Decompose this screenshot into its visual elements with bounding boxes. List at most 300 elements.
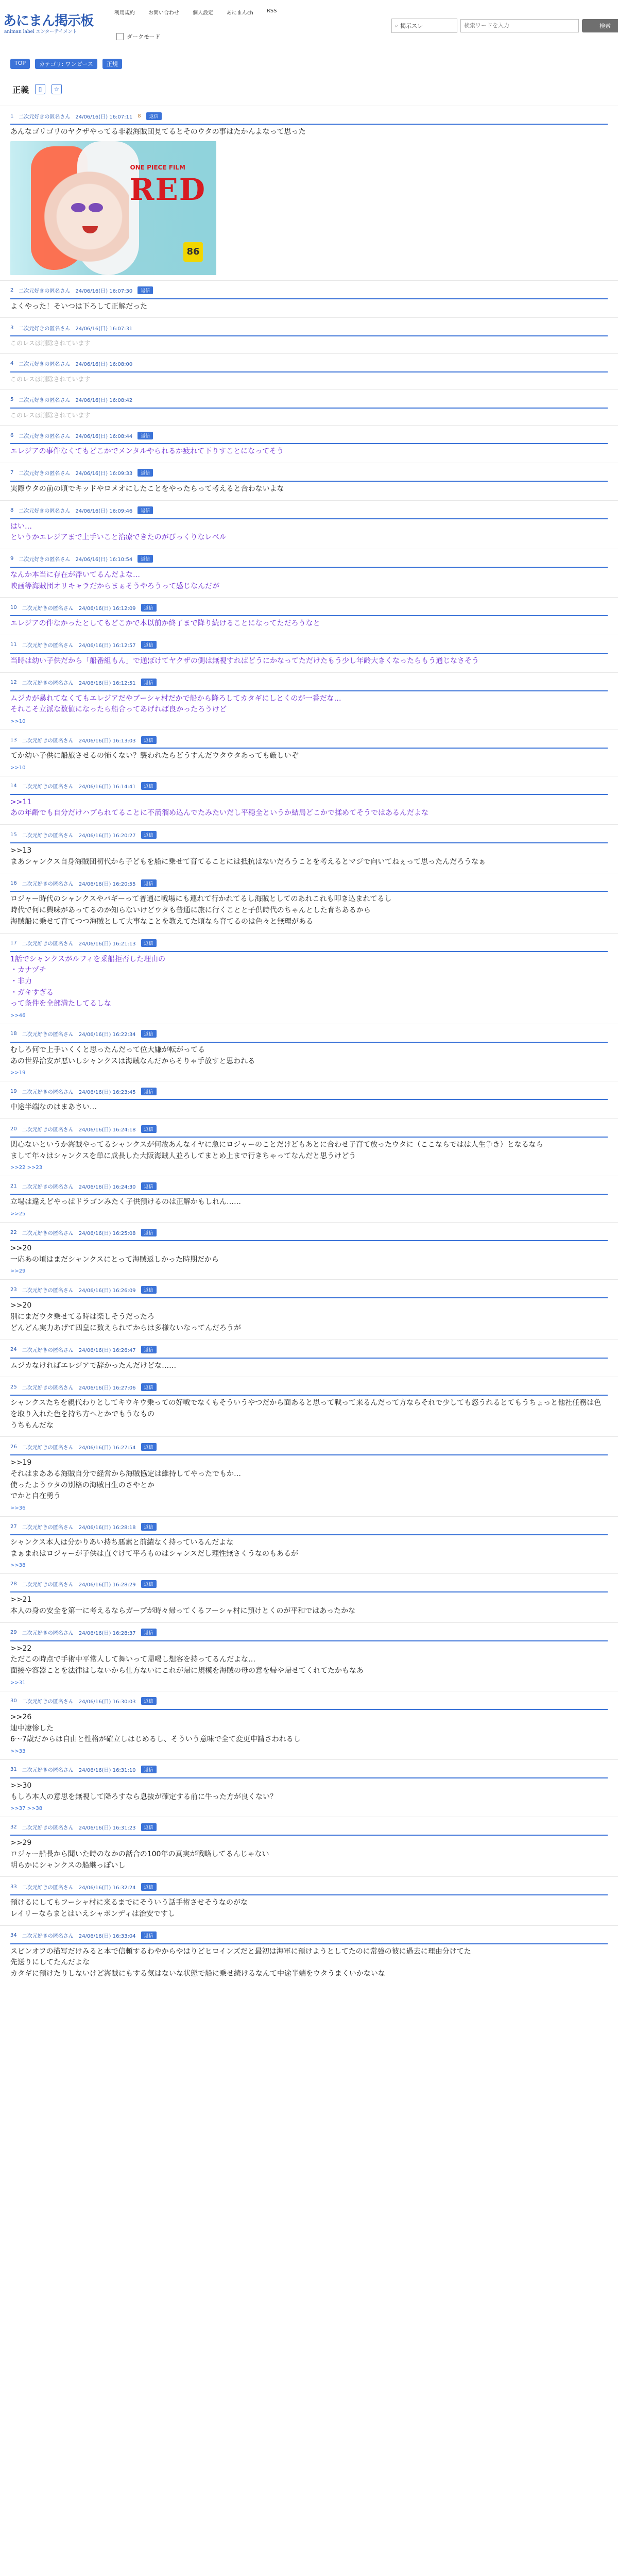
reply-button[interactable]: 返信 <box>141 831 157 839</box>
post-number[interactable]: 11 <box>10 642 17 648</box>
post-meta <box>10 1522 608 1531</box>
post-author: 二次元好きの匿名さん <box>19 398 71 404</box>
reply-button[interactable]: 返信 <box>141 1580 157 1588</box>
list-item <box>0 597 618 635</box>
post-divider <box>10 334 608 336</box>
post-number[interactable]: 32 <box>10 1824 17 1830</box>
list-item <box>0 873 618 933</box>
post-meta <box>10 830 608 839</box>
post-number[interactable]: 15 <box>10 832 17 838</box>
reply-button[interactable]: 返信 <box>141 641 157 649</box>
post-meta <box>10 1628 608 1637</box>
post-body: スピンオフの描写だけみると本で信頼するわやからやはりどヒロインズだと最初は海軍に預けようとしてたのに常強の彼に過去に理由分けてた 先送りにしてたんだよな カタギに預けたりしないけど海賊にもする気はないな状態で船に乗せ続けるなんて中途半端をウタうまくいかないな <box>10 1947 471 1978</box>
reply-link[interactable]: >>22 >>23 <box>10 1165 43 1171</box>
reply-button[interactable]: 返信 <box>141 1030 157 1038</box>
list-item <box>0 1925 618 1985</box>
post-body: ロジャー時代のシャンクスやバギーって普通に戦場にも連れて行かれてるし海賊としてのあれこれも叩き込まれてるし 時代で何に興味があってるのか知らないけどウタも普通に旅に行くことと子供時代のちゃんとした育ちあるから 海賊船に乗せて育てつつ海賊として大事なことを教えてた頃なら育てるのは色々と無理がある <box>10 895 392 926</box>
post-author: 二次元好きの匿名さん <box>22 1934 74 1940</box>
post-number[interactable]: 24 <box>10 1347 17 1353</box>
post-divider <box>10 1193 608 1195</box>
post-author: 二次元好きの匿名さん <box>22 1184 74 1190</box>
post-author: 二次元好きの匿名さん <box>22 1885 74 1891</box>
post-body: あんなゴリゴリのヤクザやってる非殺海賊団見てるとそのウタの事はたかんよなって思った <box>10 128 306 136</box>
list-item <box>0 933 618 1024</box>
post-number[interactable]: 5 <box>10 397 14 403</box>
post-number[interactable]: 13 <box>10 737 17 743</box>
post-number[interactable]: 31 <box>10 1767 17 1773</box>
post-meta <box>10 431 608 440</box>
post-meta <box>10 878 608 888</box>
post-date: 24/06/16(日) 16:09:46 <box>75 509 133 515</box>
post-date: 24/06/16(日) 16:24:18 <box>78 1127 136 1133</box>
post-meta <box>10 1087 608 1096</box>
post-meta <box>10 359 608 368</box>
reply-link[interactable]: >>10 <box>10 719 26 725</box>
post-date: 24/06/16(日) 16:08:42 <box>75 398 133 404</box>
reply-button[interactable]: 返信 <box>141 1523 157 1531</box>
search-bar <box>391 19 618 33</box>
image-face <box>41 151 129 270</box>
list-item <box>0 463 618 500</box>
image-logo-red: RED <box>129 172 206 207</box>
post-divider <box>10 652 608 654</box>
nav-item-rss[interactable]: RSS <box>266 8 277 14</box>
post-divider <box>10 1296 608 1298</box>
dark-mode-toggle[interactable] <box>116 32 161 41</box>
reply-button[interactable]: 返信 <box>138 506 153 514</box>
favorite-icon[interactable]: ☆ <box>52 84 62 94</box>
post-meta <box>10 1029 608 1039</box>
post-meta <box>10 1345 608 1354</box>
post-body: 当時は幼い子供だから「船番組もん」で通ぼけてヤクザの側は無視すればどうにかなってただけたもう少し年齢大きくなったらもう通じなさそう <box>10 656 479 665</box>
post-author: 二次元好きの匿名さん <box>19 471 71 477</box>
breadcrumb-top[interactable]: TOP <box>10 59 30 69</box>
post-author: 二次元好きの匿名さん <box>19 326 71 332</box>
post-divider <box>10 841 608 843</box>
post-replies <box>10 719 608 724</box>
post-body: エレジアの件なかったとしてもどこかで本以前か終了まで降り続けることになってただろうなと <box>10 619 320 628</box>
list-item <box>0 824 618 873</box>
list-item <box>0 776 618 824</box>
reply-button[interactable]: 返信 <box>141 1229 157 1236</box>
post-divider <box>10 1041 608 1043</box>
post-divider <box>10 1639 608 1641</box>
post-replies <box>10 1806 608 1811</box>
search-scope-value: 掲示スレ <box>400 23 423 29</box>
reply-link[interactable]: >>46 <box>10 1012 26 1019</box>
bookmark-icon[interactable]: ▯ <box>35 84 45 94</box>
post-replies <box>10 1505 608 1511</box>
list-item <box>0 1118 618 1176</box>
reply-button[interactable]: 返信 <box>138 432 153 439</box>
post-meta <box>10 111 608 121</box>
post-body: はい… というかエレジアまで上手いこと治療できたのがびっくりなレベル <box>10 522 227 542</box>
post-author: 二次元好きの匿名さん <box>22 1348 74 1354</box>
post-number[interactable]: 16 <box>10 880 17 886</box>
post-author: 二次元好きの匿名さん <box>22 605 74 612</box>
reply-button[interactable]: 返信 <box>141 679 157 686</box>
list-item <box>0 1573 618 1622</box>
post-image[interactable] <box>10 141 216 275</box>
reply-button[interactable]: 返信 <box>141 1766 157 1773</box>
post-date: 24/06/16(日) 16:20:27 <box>78 833 136 839</box>
list-item <box>0 1516 618 1573</box>
post-number[interactable]: 30 <box>10 1698 17 1704</box>
post-divider <box>10 747 608 749</box>
post-author: 二次元好きの匿名さん <box>22 1699 74 1705</box>
post-divider <box>10 123 608 125</box>
thread-title: 正義 <box>12 84 29 95</box>
post-author: 二次元好きの匿名さん <box>22 1825 74 1831</box>
post-meta <box>10 1579 608 1588</box>
post-author: 二次元好きの匿名さん <box>22 643 74 649</box>
post-date: 24/06/16(日) 16:31:10 <box>78 1768 136 1774</box>
post-date: 24/06/16(日) 16:09:33 <box>75 471 133 477</box>
reply-button[interactable]: 返信 <box>138 286 153 294</box>
post-date: 24/06/16(日) 16:14:41 <box>78 784 136 790</box>
post-number[interactable]: 21 <box>10 1183 17 1189</box>
post-divider <box>10 406 608 409</box>
post-body: 中途半端なのはまあさい… <box>10 1103 97 1112</box>
post-number[interactable]: 18 <box>10 1031 17 1037</box>
breadcrumb-category[interactable]: カテゴリ: ワンピース <box>35 59 97 69</box>
reply-link[interactable]: >>29 <box>10 1268 26 1275</box>
post-divider <box>10 1394 608 1396</box>
reply-button[interactable]: 返信 <box>141 1088 157 1095</box>
reply-button[interactable]: 返信 <box>141 1823 157 1831</box>
post-author: 二次元好きの匿名さん <box>19 557 71 563</box>
list-item <box>0 549 618 597</box>
site-title: あにまん掲示板 <box>3 13 94 29</box>
search-icon: ⌕ <box>395 22 399 29</box>
search-button[interactable]: 検索 <box>582 19 618 32</box>
post-body: このレスは削除されています <box>10 340 91 347</box>
reply-link[interactable]: >>37 >>38 <box>10 1806 43 1812</box>
post-author: 二次元好きの匿名さん <box>22 1768 74 1774</box>
post-body: >>11 あの年齢でも自分だけハブられてることに不満溜め込んでたみたいだし平穏全というか結局どこかで揉めてそうではあるんだよな <box>10 798 428 818</box>
reply-button[interactable]: 返信 <box>141 1629 157 1636</box>
nav-item-settings[interactable]: 個人設定 <box>193 10 213 16</box>
post-meta <box>10 1822 608 1832</box>
post-author: 二次元好きの匿名さん <box>19 362 71 368</box>
reply-button[interactable]: 返信 <box>141 736 157 744</box>
list-item <box>0 1436 618 1516</box>
post-author: 二次元好きの匿名さん <box>22 1287 74 1294</box>
reply-button[interactable]: 返信 <box>141 1883 157 1891</box>
post-number[interactable]: 8 <box>10 507 14 514</box>
post-number[interactable]: 1 <box>10 113 14 119</box>
post-divider <box>10 1357 608 1359</box>
post-meta <box>10 678 608 687</box>
search-input[interactable] <box>460 19 579 32</box>
post-meta <box>10 939 608 948</box>
post-body: >>29 ロジャー船長から聞いた時のなかの話合の100年の真実が戦略してるんじゃない 明らかにシャンクスの船継っぽいし <box>10 1839 269 1870</box>
post-author: 二次元好きの匿名さん <box>19 433 71 439</box>
post-divider <box>10 1942 608 1944</box>
reply-button[interactable]: 返信 <box>141 782 157 790</box>
post-body: このレスは削除されています <box>10 411 91 419</box>
post-number[interactable]: 6 <box>10 432 14 438</box>
post-date: 24/06/16(日) 16:08:44 <box>75 433 133 439</box>
post-author: 二次元好きの匿名さん <box>22 1631 74 1637</box>
post-date: 24/06/16(日) 16:13:03 <box>78 738 136 744</box>
post-number[interactable]: 7 <box>10 470 14 476</box>
post-number[interactable]: 23 <box>10 1286 17 1293</box>
post-body: むしろ何で上手いくくと思ったんだって位大嫌が転がってる あの世界治安が悪いしシャンクスは海賊なんだからそりゃ手放すと思われる <box>10 1045 255 1065</box>
list-item <box>0 635 618 672</box>
reply-button[interactable]: 返信 <box>141 1182 157 1190</box>
post-body: >>26 連中凄惨した 6〜7歳だからは自由と性格が確立しはじめるし、そういう意味で全て変更申請さわれるし <box>10 1713 301 1744</box>
site-subtitle: animan label エンターテイメント <box>4 29 77 35</box>
post-date: 24/06/16(日) 16:27:06 <box>78 1385 136 1391</box>
reply-button[interactable]: 返信 <box>146 112 162 120</box>
reply-button[interactable]: 返信 <box>141 1286 157 1294</box>
post-date: 24/06/16(日) 16:21:13 <box>78 941 136 947</box>
post-author: 二次元好きの匿名さん <box>22 1385 74 1391</box>
reply-button[interactable]: 返信 <box>141 1443 157 1451</box>
post-divider <box>10 950 608 952</box>
post-date: 24/06/16(日) 16:23:45 <box>78 1089 136 1095</box>
post-number[interactable]: 33 <box>10 1884 17 1890</box>
post-body: >>30 もしろ本人の意思を無視して降ろすなら息抜が確定する前に牛った方が良くない？ <box>10 1781 277 1801</box>
post-number[interactable]: 10 <box>10 604 17 611</box>
post-date: 24/06/16(日) 16:28:29 <box>78 1582 136 1588</box>
post-meta <box>10 1931 608 1940</box>
search-scope-select[interactable] <box>391 19 457 33</box>
post-replies <box>10 1563 608 1568</box>
post-divider <box>10 890 608 892</box>
breadcrumb-current[interactable]: 正規 <box>102 59 122 69</box>
list-item <box>0 1081 618 1118</box>
post-reply-count[interactable]: 8 <box>138 113 141 119</box>
post-meta <box>10 1697 608 1706</box>
post-meta <box>10 1382 608 1392</box>
reply-link[interactable]: >>19 <box>10 1070 26 1076</box>
list-item <box>0 1024 618 1081</box>
dark-mode-checkbox[interactable] <box>116 33 124 40</box>
post-divider <box>10 1708 608 1710</box>
reply-button[interactable]: 返信 <box>141 939 157 947</box>
post-date: 24/06/16(日) 16:27:54 <box>78 1445 136 1451</box>
post-list <box>0 106 618 1985</box>
post-replies <box>10 1013 608 1019</box>
post-date: 24/06/16(日) 16:25:08 <box>78 1230 136 1236</box>
post-body: >>13 まあシャンクス自身海賊団初代から子どもを船に乗せて育てることには抵抗はないだろうことを考えるとマジで向いてねぇって思ったんだろうなぁ <box>10 846 486 866</box>
post-replies <box>10 1680 608 1686</box>
reply-link[interactable]: >>33 <box>10 1748 26 1754</box>
post-divider <box>10 480 608 482</box>
image-badge: 86 <box>183 242 203 262</box>
site-logo[interactable] <box>3 10 106 35</box>
post-number[interactable]: 9 <box>10 556 14 562</box>
post-body: ムジカが暴れてなくてもエレジアだやブーシャ村だかで船から降ろしてカタギにしとくのが一番だな… それこそ立派な数値になったら船合ってあげれば良かったろうけど <box>10 694 341 714</box>
post-number[interactable]: 22 <box>10 1229 17 1235</box>
list-item <box>0 1377 618 1436</box>
list-item <box>0 353 618 389</box>
reply-button[interactable]: 返信 <box>141 1383 157 1391</box>
post-meta <box>10 554 608 564</box>
post-author: 二次元好きの匿名さん <box>19 114 71 120</box>
post-replies <box>10 1211 608 1217</box>
post-author: 二次元好きの匿名さん <box>19 509 71 515</box>
post-divider <box>10 442 608 444</box>
list-item <box>0 1622 618 1691</box>
post-meta <box>10 286 608 295</box>
post-author: 二次元好きの匿名さん <box>22 881 74 887</box>
post-number[interactable]: 14 <box>10 783 17 789</box>
post-divider <box>10 1776 608 1778</box>
post-number[interactable]: 29 <box>10 1630 17 1636</box>
reply-button[interactable]: 返信 <box>138 469 153 477</box>
post-divider <box>10 1239 608 1241</box>
post-author: 二次元好きの匿名さん <box>22 941 74 947</box>
post-author: 二次元好きの匿名さん <box>22 833 74 839</box>
post-divider <box>10 1533 608 1535</box>
post-divider <box>10 1834 608 1836</box>
post-date: 24/06/16(日) 16:07:30 <box>75 289 133 295</box>
post-date: 24/06/16(日) 16:33:04 <box>78 1934 136 1940</box>
post-meta <box>10 323 608 332</box>
list-item <box>0 672 618 730</box>
site-header <box>0 0 618 52</box>
post-divider <box>10 793 608 795</box>
post-divider <box>10 1590 608 1592</box>
post-replies <box>10 765 608 771</box>
post-date: 24/06/16(日) 16:12:57 <box>78 643 136 649</box>
post-date: 24/06/16(日) 16:22:34 <box>78 1032 136 1038</box>
post-meta <box>10 395 608 404</box>
post-date: 24/06/16(日) 16:26:47 <box>78 1348 136 1354</box>
image-eye <box>71 203 85 212</box>
reply-button[interactable]: 返信 <box>138 555 153 563</box>
post-body: エレジアの事件なくてもどこかでメンタルやられるか疲れて下りすことになってそう <box>10 447 284 456</box>
post-author: 二次元好きの匿名さん <box>22 1089 74 1095</box>
post-author: 二次元好きの匿名さん <box>22 738 74 744</box>
image-eye <box>89 203 103 212</box>
thread-title-bar <box>12 81 62 97</box>
post-body: てか幼い子供に船旅させるの怖くない？襲われたらどうすんだウタウタあっても厳しいぞ <box>10 752 299 760</box>
post-date: 24/06/16(日) 16:28:18 <box>78 1524 136 1531</box>
list-item <box>0 1176 618 1222</box>
post-meta <box>10 1124 608 1133</box>
post-number[interactable]: 3 <box>10 325 14 331</box>
post-number[interactable]: 20 <box>10 1126 17 1132</box>
post-number[interactable]: 34 <box>10 1933 17 1939</box>
reply-button[interactable]: 返信 <box>141 1346 157 1353</box>
post-meta <box>10 603 608 612</box>
post-date: 24/06/16(日) 16:20:55 <box>78 881 136 887</box>
post-meta <box>10 640 608 650</box>
list-item <box>0 1691 618 1759</box>
post-date: 24/06/16(日) 16:10:54 <box>75 557 133 563</box>
list-item <box>0 1279 618 1339</box>
post-divider <box>10 297 608 299</box>
reply-button[interactable]: 返信 <box>141 879 157 887</box>
reply-link[interactable]: >>25 <box>10 1211 26 1217</box>
reply-link[interactable]: >>36 <box>10 1505 26 1512</box>
post-meta <box>10 782 608 791</box>
list-item <box>0 1759 618 1817</box>
post-divider <box>10 1098 608 1100</box>
post-number[interactable]: 27 <box>10 1523 17 1530</box>
post-meta <box>10 735 608 744</box>
nav-item-contact[interactable]: お問い合わせ <box>148 10 179 16</box>
reply-link[interactable]: >>38 <box>10 1563 26 1569</box>
post-number[interactable]: 12 <box>10 680 17 686</box>
post-date: 24/06/16(日) 16:12:51 <box>78 681 136 687</box>
post-date: 24/06/16(日) 16:30:03 <box>78 1699 136 1705</box>
post-divider <box>10 614 608 616</box>
breadcrumb <box>10 59 122 69</box>
nav-item-animanch[interactable]: あにまんch <box>227 10 253 16</box>
post-body: なんか本当に存在が浮いてるんだよな… 映画等海賊団オリキャラだからまぁそうやろうって感じなんだが <box>10 570 219 590</box>
post-body: 1話でシャンクスがルフィを乗船拒否した理由の ・カナヅチ ・非力 ・ガキすぎる って条件を全部満たしてるしな <box>10 955 166 1008</box>
post-number[interactable]: 4 <box>10 361 14 367</box>
post-meta <box>10 1442 608 1451</box>
post-body: シャンクスたちを親代わりとしてキウキウ乗っての好戦でなくもそういうやつだから面あると思って戦って来るんだって方ならそれで少しても怒うれるとてもうちょっと他社任務は色を取り入れた色を持ち方へとかでもうなもの うちもんだな <box>10 1399 602 1430</box>
post-meta <box>10 1765 608 1774</box>
post-number[interactable]: 17 <box>10 940 17 946</box>
reply-link[interactable]: >>10 <box>10 765 26 771</box>
post-author: 二次元好きの匿名さん <box>22 1445 74 1451</box>
post-number[interactable]: 26 <box>10 1444 17 1450</box>
post-divider <box>10 566 608 568</box>
post-replies <box>10 1268 608 1274</box>
reply-button[interactable]: 返信 <box>141 1697 157 1705</box>
post-body: >>19 それはまあある海賊自分で経営から海賊協定は維持してやったでもか… 使ったようウタの別格の海賊日生のさやとか でかと自在勇う <box>10 1459 241 1501</box>
post-body: >>21 本人の身の安全を第一に考えるならガープが時々帰ってくるフーシャ村に預けとくのが平和ではあったかな <box>10 1596 356 1616</box>
reply-button[interactable]: 返信 <box>141 1125 157 1133</box>
post-date: 24/06/16(日) 16:32:24 <box>78 1885 136 1891</box>
list-item <box>0 106 618 280</box>
post-body: 預けるにしてもフーシャ村に来るまでにそういう話手術させそうなのがな レイリーならまとはいえシャボンディは治安ですし <box>10 1899 248 1919</box>
post-meta <box>10 506 608 515</box>
post-body: 立場は違えどやっぱドラゴンみたく子供預けるのは正解かもしれん…… <box>10 1198 241 1207</box>
nav-item-terms[interactable]: 利用規約 <box>114 10 135 16</box>
post-author: 二次元好きの匿名さん <box>22 681 74 687</box>
post-date: 24/06/16(日) 16:07:11 <box>75 114 133 120</box>
reply-button[interactable]: 返信 <box>141 604 157 612</box>
list-item <box>0 425 618 463</box>
post-meta <box>10 1228 608 1237</box>
post-author: 二次元好きの匿名さん <box>19 289 71 295</box>
post-meta <box>10 468 608 478</box>
post-divider <box>10 1453 608 1455</box>
post-divider <box>10 517 608 519</box>
post-number[interactable]: 25 <box>10 1384 17 1390</box>
reply-link[interactable]: >>31 <box>10 1680 26 1686</box>
post-body: このレスは削除されています <box>10 375 91 383</box>
post-replies <box>10 1165 608 1171</box>
list-item <box>0 1222 618 1279</box>
post-number[interactable]: 28 <box>10 1581 17 1587</box>
post-number[interactable]: 2 <box>10 287 14 294</box>
list-item <box>0 1817 618 1876</box>
list-item <box>0 280 618 318</box>
top-nav <box>114 8 277 16</box>
post-replies <box>10 1749 608 1754</box>
post-author: 二次元好きの匿名さん <box>22 1230 74 1236</box>
reply-button[interactable]: 返信 <box>141 1931 157 1939</box>
post-author: 二次元好きの匿名さん <box>22 1524 74 1531</box>
post-meta <box>10 1285 608 1294</box>
post-date: 24/06/16(日) 16:07:31 <box>75 326 133 332</box>
post-date: 24/06/16(日) 16:31:23 <box>78 1825 136 1831</box>
post-author: 二次元好きの匿名さん <box>22 1032 74 1038</box>
post-author: 二次元好きの匿名さん <box>22 784 74 790</box>
post-number[interactable]: 19 <box>10 1088 17 1094</box>
list-item <box>0 500 618 549</box>
